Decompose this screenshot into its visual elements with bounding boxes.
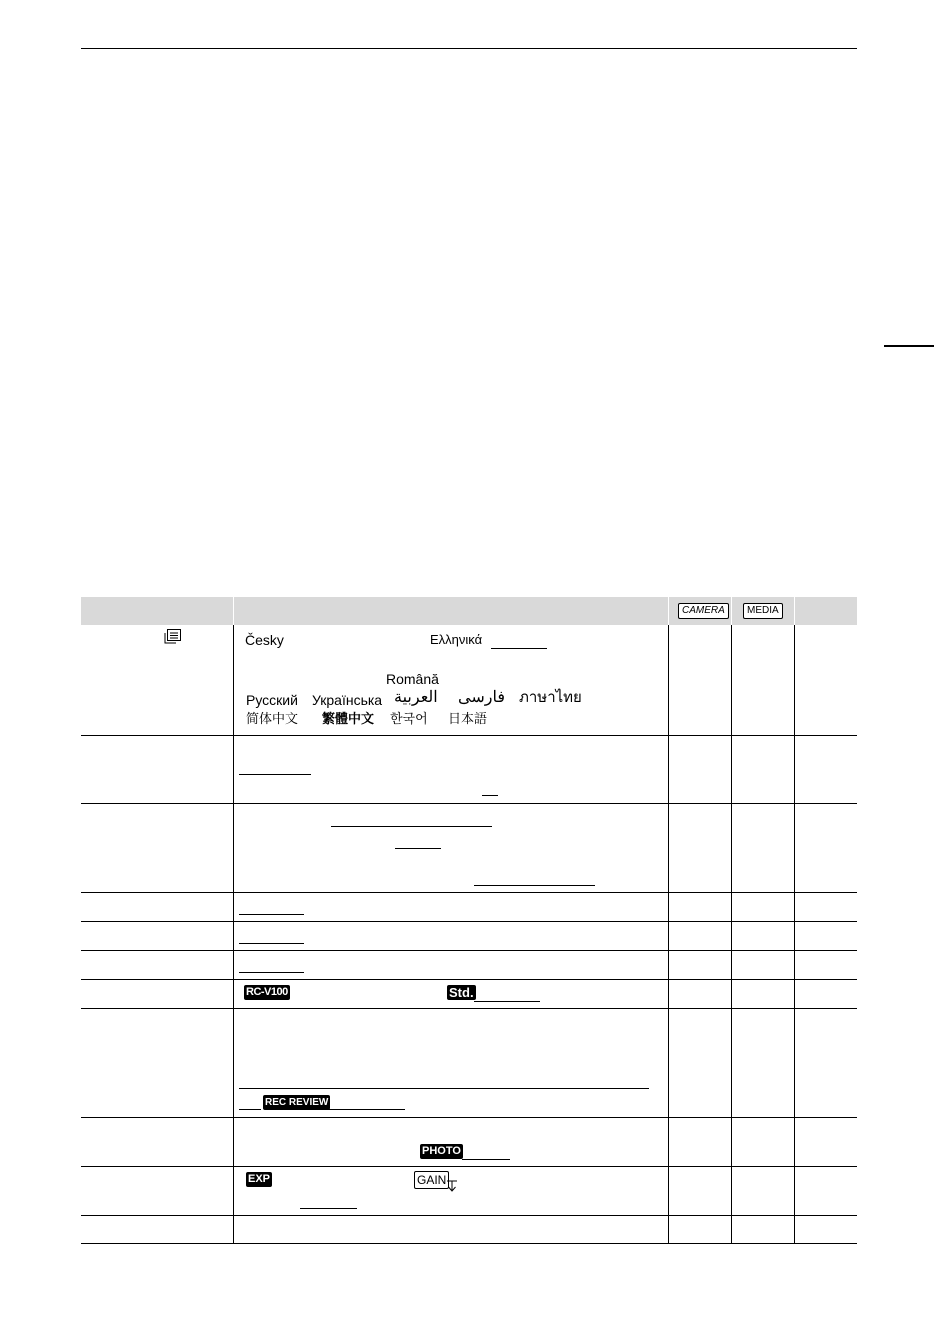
column-divider [731,625,732,1243]
header-divider [731,597,732,625]
default-underline [320,1109,405,1110]
gain-down-icon [446,1180,458,1192]
rc-v100-badge: RC-V100 [246,986,288,998]
language-option-thai: ภาษาไทย [519,689,582,706]
row-separator [81,921,857,922]
gain-badge: GAIN [414,1171,449,1189]
std-badge: Std. [449,985,474,1000]
language-option-simplified-chinese: 简体中文 [246,711,299,726]
header-divider [794,597,795,625]
row-separator [81,735,857,736]
language-option-czech: Česky [245,632,284,648]
language-option-arabic: العربية [394,689,438,706]
default-underline [331,826,492,827]
language-option-greek: Ελληνικά [430,632,483,647]
language-option-korean: 한국어 [390,711,428,726]
language-icon [164,629,182,645]
row-separator [81,892,857,893]
header-divider [233,597,234,625]
default-underline [482,795,498,796]
default-underline [239,972,304,973]
page-top-rule [81,48,857,49]
language-option-ukrainian: Українська [312,692,383,708]
language-option-persian: فارسی [458,689,505,706]
default-underline [395,848,441,849]
default-underline [474,885,595,886]
column-divider [668,625,669,1243]
row-separator [81,1117,857,1118]
default-underline [300,1208,357,1209]
language-option-romanian: Română [386,671,439,687]
row-separator [81,803,857,804]
default-underline [491,648,547,649]
row-separator [81,979,857,980]
row-separator [81,1215,857,1216]
header-divider [668,597,669,625]
row-separator [81,1166,857,1167]
table-bottom-rule [81,1243,857,1244]
rec-review-badge: REC REVIEW [265,1097,329,1108]
camera-mode-badge: CAMERA [678,603,729,619]
language-option-traditional-chinese: 繁體中文 [322,711,375,726]
default-underline [239,1109,261,1110]
default-underline [239,943,304,944]
language-option-japanese: 日本語 [448,711,488,726]
table-header [81,597,857,625]
default-underline [239,914,304,915]
row-separator [81,1008,857,1009]
photo-badge: PHOTO [422,1145,461,1157]
default-underline [239,1088,649,1089]
default-underline [239,774,311,775]
column-divider [794,625,795,1243]
column-divider [233,625,234,1243]
default-underline [474,1001,540,1002]
default-underline [462,1159,510,1160]
side-tab-marker [884,345,934,347]
row-separator [81,950,857,951]
media-mode-badge: MEDIA [743,603,783,619]
language-option-russian: Русский [246,692,298,708]
exp-badge: EXP [248,1173,271,1185]
